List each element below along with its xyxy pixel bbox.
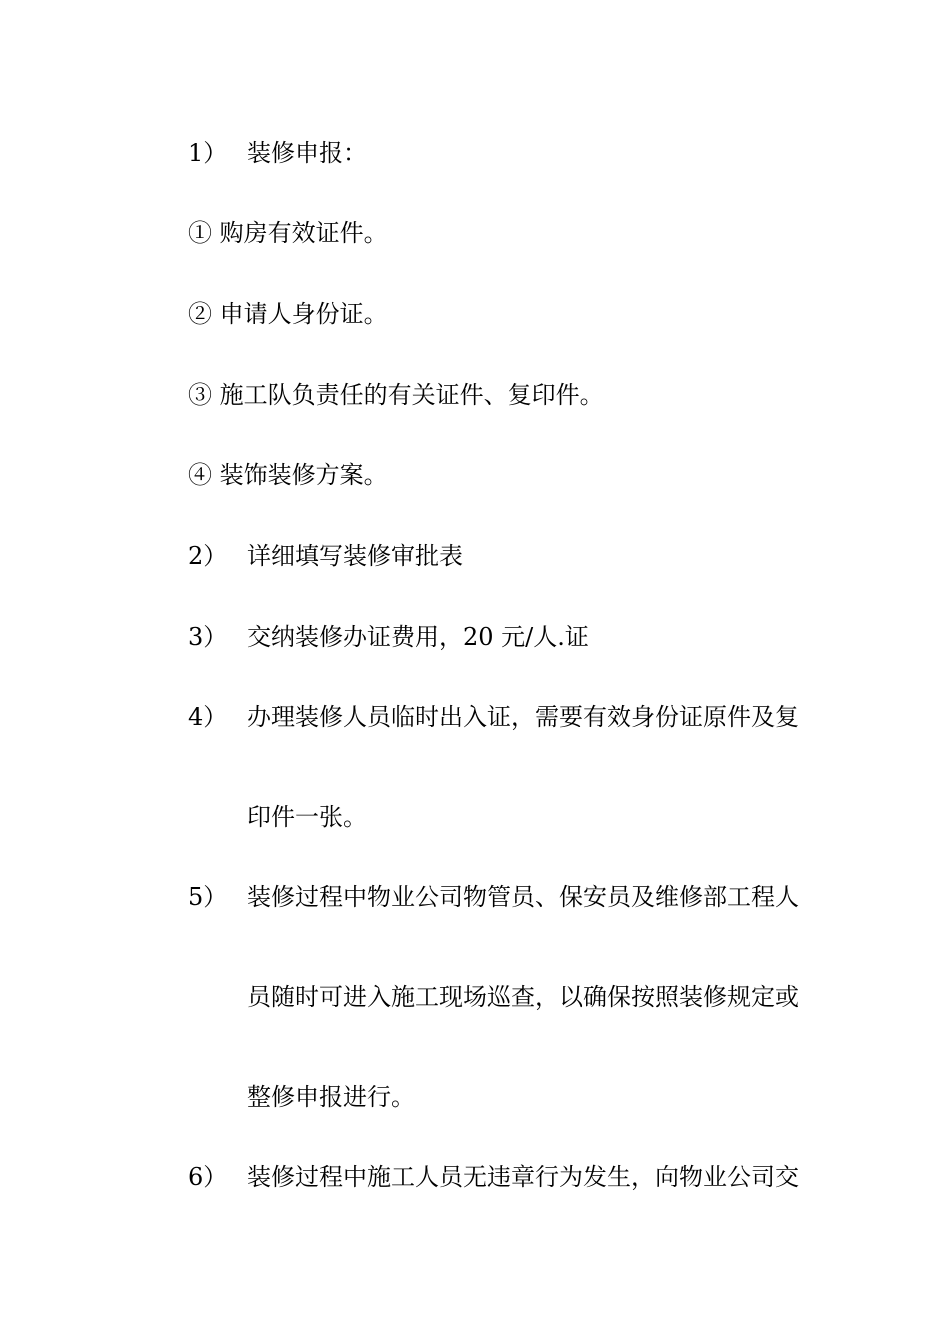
- sub-item-4: [188, 458, 848, 492]
- sub-item-text: ④ 装饰装修方案。: [188, 461, 388, 489]
- item-number: 3）: [188, 623, 228, 651]
- list-item-5-continuation: [247, 1080, 907, 1114]
- sub-item-3: [188, 378, 848, 412]
- item-number: 5）: [188, 883, 228, 911]
- item-text: 交纳装修办证费用，20 元/人.证: [247, 623, 589, 651]
- item-text: 详细填写装修审批表: [247, 542, 463, 570]
- list-item-3: [188, 620, 848, 654]
- item-number: 6）: [188, 1163, 228, 1191]
- item-text: 装修过程中物业公司物管员、保安员及维修部工程人: [247, 883, 799, 911]
- item-text: 装修申报：: [247, 139, 367, 167]
- item-text: 办理装修人员临时出入证，需要有效身份证原件及复: [247, 703, 799, 731]
- list-item-6: [188, 1160, 848, 1194]
- sub-item-1: [188, 216, 848, 250]
- item-number: 2）: [188, 542, 228, 570]
- list-item-1: [188, 136, 848, 170]
- item-number: 4）: [188, 703, 228, 731]
- item-number: 1）: [188, 139, 228, 167]
- item-text: 印件一张。: [247, 803, 367, 831]
- sub-item-text: ③ 施工队负责任的有关证件、复印件。: [188, 381, 604, 409]
- sub-item-2: [188, 297, 848, 331]
- list-item-5-continuation: [247, 980, 907, 1014]
- item-text: 员随时可进入施工现场巡查，以确保按照装修规定或: [247, 983, 799, 1011]
- list-item-5: [188, 880, 848, 914]
- sub-item-text: ① 购房有效证件。: [188, 219, 388, 247]
- item-text: 装修过程中施工人员无违章行为发生，向物业公司交: [247, 1163, 799, 1191]
- item-text: 整修申报进行。: [247, 1083, 415, 1111]
- sub-item-text: ② 申请人身份证。: [188, 300, 388, 328]
- list-item-2: [188, 539, 848, 573]
- list-item-4-continuation: [247, 800, 907, 834]
- list-item-4: [188, 700, 848, 734]
